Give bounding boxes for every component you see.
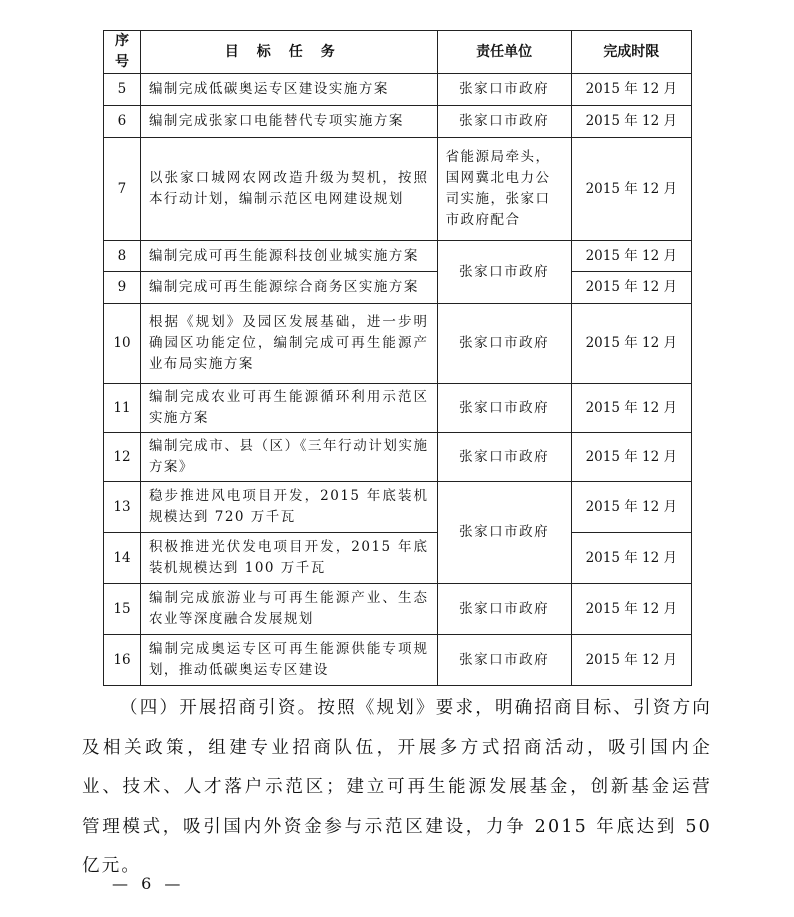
row-number: 16 [104,635,141,686]
row-unit: 张家口市政府 [437,482,571,584]
row-number: 5 [104,74,141,106]
table-row [104,74,692,106]
row-time: 2015 年 12 月 [571,384,691,433]
row-task: 稳步推进风电项目开发，2015 年底装机规模达到 720 万千瓦 [140,482,437,533]
row-task: 编制完成可再生能源科技创业城实施方案 [140,241,437,272]
row-task: 根据《规划》及园区发展基础，进一步明确园区功能定位，编制完成可再生能源产业布局实施方案 [140,304,437,384]
row-time: 2015 年 12 月 [571,533,691,584]
table-row [104,433,692,482]
task-table [103,30,692,686]
table-row [104,635,692,686]
header-task: 目标任务 [140,31,437,74]
row-unit: 张家口市政府 [437,584,571,635]
row-number: 7 [104,138,141,241]
table-row [104,138,692,241]
row-time: 2015 年 12 月 [571,272,691,304]
row-unit: 张家口市政府 [437,384,571,433]
row-task: 以张家口城网农网改造升级为契机，按照本行动计划，编制示范区电网建设规划 [140,138,437,241]
table-row [104,106,692,138]
row-number: 15 [104,584,141,635]
row-unit: 张家口市政府 [437,241,571,304]
table-header-row [104,31,692,74]
row-time: 2015 年 12 月 [571,138,691,241]
row-number: 11 [104,384,141,433]
row-time: 2015 年 12 月 [571,482,691,533]
table-row [104,304,692,384]
row-number: 9 [104,272,141,304]
row-task: 积极推进光伏发电项目开发，2015 年底装机规模达到 100 万千瓦 [140,533,437,584]
row-task: 编制完成可再生能源综合商务区实施方案 [140,272,437,304]
row-number: 12 [104,433,141,482]
row-unit: 张家口市政府 [437,74,571,106]
row-time: 2015 年 12 月 [571,241,691,272]
row-number: 10 [104,304,141,384]
row-task: 编制完成旅游业与可再生能源产业、生态农业等深度融合发展规划 [140,584,437,635]
row-number: 8 [104,241,141,272]
table-row [104,584,692,635]
row-time: 2015 年 12 月 [571,635,691,686]
row-time: 2015 年 12 月 [571,74,691,106]
row-number: 6 [104,106,141,138]
row-time: 2015 年 12 月 [571,433,691,482]
row-number: 13 [104,482,141,533]
row-unit: 张家口市政府 [437,433,571,482]
header-time: 完成时限 [571,31,691,74]
row-task: 编制完成奥运专区可再生能源供能专项规划，推动低碳奥运专区建设 [140,635,437,686]
row-unit: 张家口市政府 [437,106,571,138]
header-unit: 责任单位 [437,31,571,74]
row-time: 2015 年 12 月 [571,106,691,138]
row-time: 2015 年 12 月 [571,584,691,635]
row-unit: 省能源局牵头，国网冀北电力公司实施，张家口市政府配合 [437,138,571,241]
row-time: 2015 年 12 月 [571,304,691,384]
table-row [104,384,692,433]
header-no: 序号 [104,31,141,74]
table-row [104,533,692,584]
row-task: 编制完成农业可再生能源循环利用示范区实施方案 [140,384,437,433]
row-task: 编制完成市、县（区）《三年行动计划实施方案》 [140,433,437,482]
table-row [104,272,692,304]
table-row [104,241,692,272]
body-paragraph: （四）开展招商引资。按照《规划》要求，明确招商目标、引资方向及相关政策，组建专业招商队伍，开展多方式招商活动，吸引国内企业、技术、人才落户示范区；建立可再生能源发展基金，创新基金运营管理模式，吸引国内外资金参与示范区建设，力争 2015 年底达到 50 亿元。 [82,698,712,876]
row-task: 编制完成低碳奥运专区建设实施方案 [140,74,437,106]
row-unit: 张家口市政府 [437,635,571,686]
row-unit: 张家口市政府 [437,304,571,384]
row-number: 14 [104,533,141,584]
page-number: — 6 — [112,874,185,893]
table-row [104,482,692,533]
row-task: 编制完成张家口电能替代专项实施方案 [140,106,437,138]
